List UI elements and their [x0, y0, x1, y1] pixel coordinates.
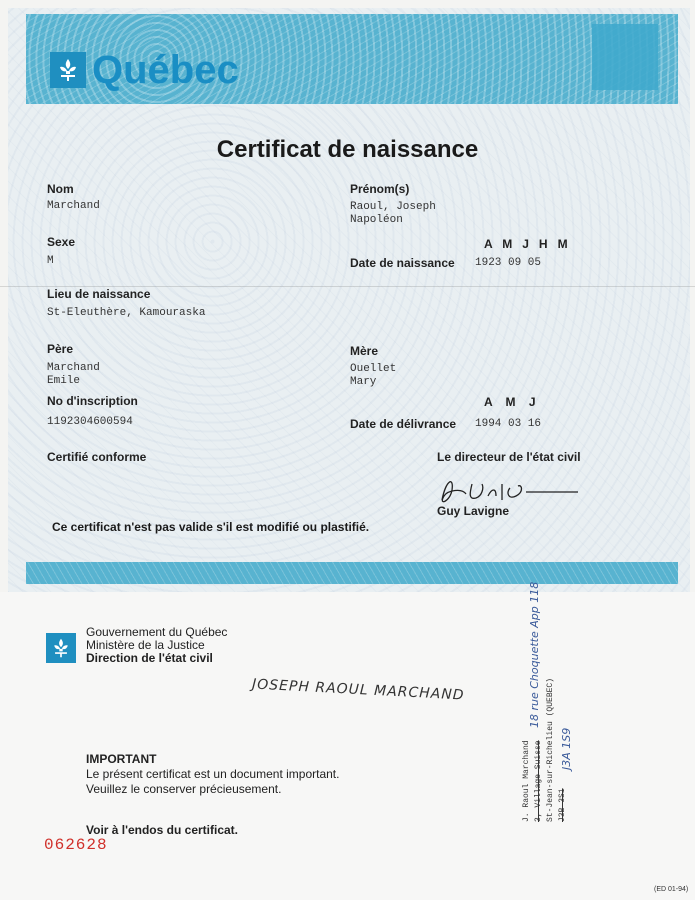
government-block	[86, 626, 227, 665]
address-line-3: St-Jean-sur-Richelieu (QUEBEC)	[546, 677, 555, 822]
inscription-label: No d'inscription	[47, 394, 138, 408]
gov-line-3: Direction de l'état civil	[86, 651, 213, 665]
important-notice	[86, 752, 339, 797]
mere-value-1: Ouellet	[350, 363, 397, 375]
nom-value: Marchand	[47, 200, 100, 212]
nom-label: Nom	[47, 182, 74, 196]
date-naissance-label: Date de naissance	[350, 256, 455, 270]
pere-value-2: Emile	[47, 375, 81, 387]
gov-line-2: Ministère de la Justice	[86, 638, 205, 652]
quebec-flag-icon	[46, 633, 76, 663]
address-line-2: 3, Village Suisse	[534, 740, 543, 822]
address-handwritten-2: J3A 1S9	[560, 727, 573, 770]
prenom-value-1: Raoul, Joseph	[350, 201, 436, 213]
handwritten-name: JOSEPH RAOUL MARCHAND	[251, 676, 465, 704]
sexe-value: M	[47, 255, 54, 267]
address-line-1: J. Raoul Marchand	[522, 740, 531, 822]
serial-number: 062628	[44, 836, 108, 854]
inscription-value: 1192304600594	[47, 416, 133, 428]
sexe-label: Sexe	[47, 235, 76, 249]
security-seal	[592, 24, 658, 90]
date-naissance-value: 1923 09 05	[475, 257, 542, 269]
quebec-logo-text: Québec	[92, 48, 239, 92]
fleur-de-lis-icon	[50, 52, 86, 88]
date-header: A M J H M	[484, 237, 568, 251]
address-line-4: J3B 3S1	[558, 788, 567, 822]
gov-line-1: Gouvernement du Québec	[86, 625, 228, 639]
delivrance-value: 1994 03 16	[475, 418, 542, 430]
important-title: IMPORTANT	[86, 752, 157, 766]
certificate-title: Certificat de naissance	[216, 136, 479, 163]
pere-value-1: Marchand	[47, 362, 100, 374]
endos-note: Voir à l'endos du certificat.	[86, 823, 238, 837]
delivrance-label: Date de délivrance	[350, 417, 457, 431]
lieu-label: Lieu de naissance	[47, 287, 151, 301]
lieu-value: St-Eleuthère, Kamouraska	[47, 307, 206, 319]
amj-header: A M J	[484, 395, 536, 409]
footer-band	[26, 562, 678, 584]
mere-label: Mère	[350, 344, 379, 358]
prenom-value-2: Napoléon	[350, 214, 403, 226]
mere-value-2: Mary	[350, 376, 377, 388]
important-line-2: Veuillez le conserver précieusement.	[86, 782, 282, 796]
signatory-name: Guy Lavigne	[437, 504, 510, 518]
form-code: (ED 01-94)	[654, 886, 689, 893]
address-handwritten-1: 18 rue Choquette App 118	[528, 581, 541, 728]
important-line-1: Le présent certificat est un document important.	[86, 767, 340, 781]
directeur-label: Le directeur de l'état civil	[437, 450, 581, 464]
prenom-label: Prénom(s)	[350, 182, 410, 196]
header-band	[26, 14, 678, 104]
validity-note: Ce certificat n'est pas valide s'il est modifié ou plastifié.	[52, 520, 370, 534]
certifie-label: Certifié conforme	[47, 450, 147, 464]
pere-label: Père	[47, 342, 74, 356]
